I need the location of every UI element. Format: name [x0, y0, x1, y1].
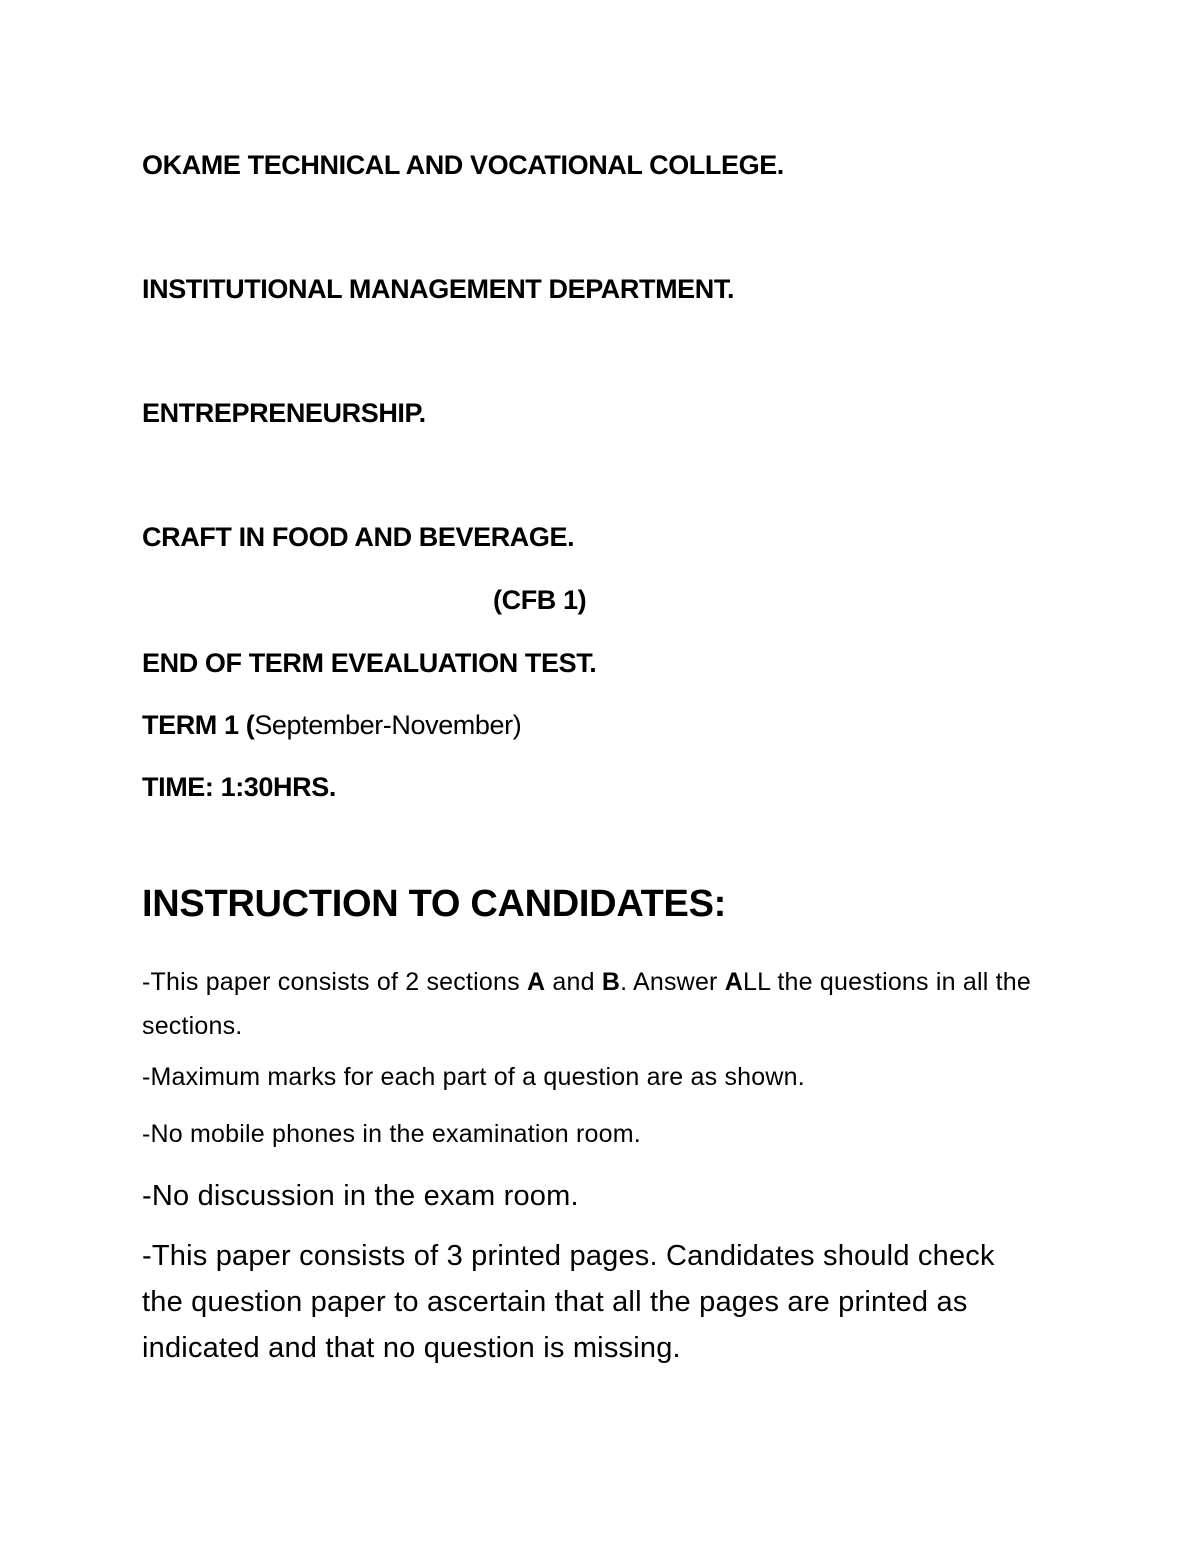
subject-name: ENTREPRENEURSHIP. [142, 398, 426, 428]
instruction-item-1: -This paper consists of 2 sections A and B. Answer ALL the questions in all the sections. [142, 968, 1031, 1040]
instruction-item-3: -No mobile phones in the examination room. [142, 1120, 641, 1148]
instructions-heading: INSTRUCTION TO CANDIDATES: [142, 883, 727, 925]
instruction-item-2: -Maximum marks for each part of a question are as shown. [142, 1063, 805, 1091]
department-name: INSTITUTIONAL MANAGEMENT DEPARTMENT. [142, 274, 735, 304]
term-line [142, 710, 521, 741]
course-code: (CFB 1) [493, 585, 587, 615]
term-label: TERM 1 ( [142, 710, 255, 740]
instruction-item-5: -This paper consists of 3 printed pages. Candidates should check the question paper to ascertain that all the pages are printed as indicated and that no question is missing. [142, 1240, 995, 1364]
college-name: OKAME TECHNICAL AND VOCATIONAL COLLEGE. [142, 150, 784, 180]
instruction-item-4: -No discussion in the exam room. [142, 1180, 579, 1212]
course-name: CRAFT IN FOOD AND BEVERAGE. [142, 522, 575, 552]
exam-time: TIME: 1:30HRS. [142, 772, 336, 802]
exam-title: END OF TERM EVEALUATION TEST. [142, 648, 597, 678]
term-period: September-November) [254, 710, 522, 740]
